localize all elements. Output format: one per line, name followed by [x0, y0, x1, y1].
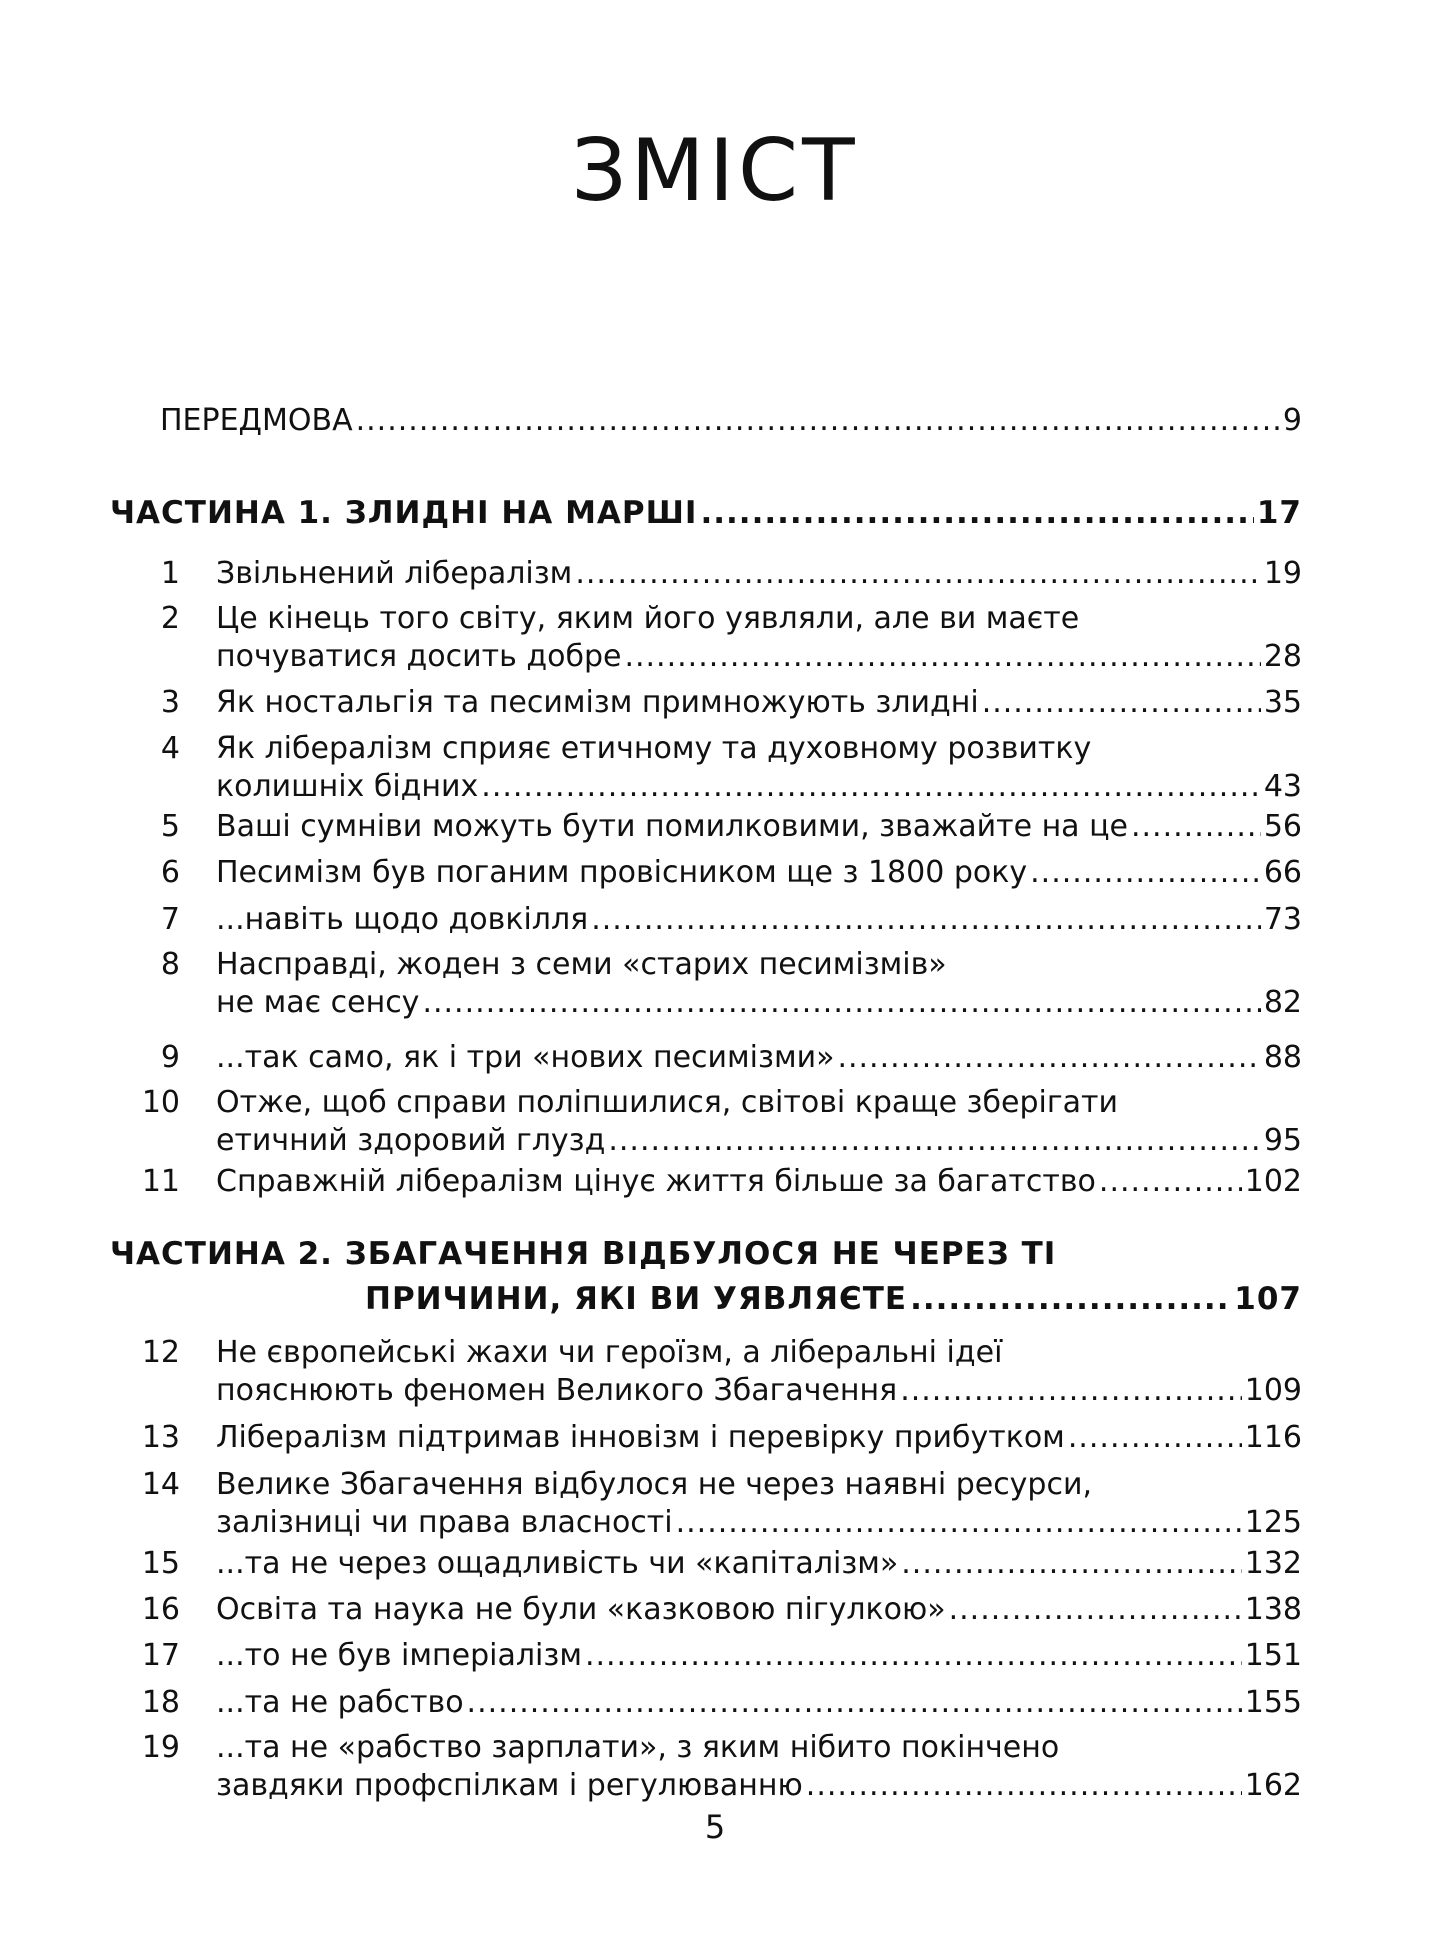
- toc-chapter-7: [216, 901, 1302, 939]
- toc-preface-page: 9: [1282, 403, 1302, 438]
- toc-chapter-2-title: почуватися досить добре: [216, 639, 622, 674]
- chapter-number: 15: [141, 1546, 180, 1581]
- chapter-number: 14: [141, 1467, 180, 1502]
- dot-leader: [591, 901, 1261, 939]
- dot-leader: [1068, 1419, 1242, 1457]
- toc-chapter-14: [216, 1504, 1302, 1542]
- toc-chapter-1: [216, 555, 1302, 593]
- chapter-number: 12: [141, 1335, 180, 1370]
- toc-chapter-11-title: Справжній лібералізм цінує життя більше за багатство: [216, 1164, 1096, 1199]
- dot-leader: [624, 638, 1260, 676]
- toc-chapter-1-title: Звільнений лібералізм: [216, 556, 573, 591]
- toc-chapter-15-title: ...та не через ощадливість чи «капіталізм»: [216, 1546, 899, 1581]
- dot-leader: [356, 402, 1280, 440]
- toc-chapter-8-line: Насправді, жоден з семи «старих песимізмів»: [216, 947, 947, 982]
- dot-leader: [1099, 1163, 1242, 1201]
- chapter-number: 16: [141, 1592, 180, 1627]
- chapter-number: 4: [160, 731, 180, 766]
- toc-chapter-10-page: 95: [1263, 1123, 1302, 1158]
- toc-part-1-title: ЧАСТИНА 1. ЗЛИДНІ НА МАРШІ: [110, 495, 698, 531]
- chapter-number: 2: [160, 601, 180, 636]
- chapter-number: 17: [141, 1638, 180, 1673]
- chapter-number: 9: [160, 1040, 180, 1075]
- toc-chapter-13-title: Лібералізм підтримав інновізм і перевірку прибутком: [216, 1420, 1065, 1455]
- chapter-number: 18: [141, 1685, 180, 1720]
- toc-part-2-title: ПРИЧИНИ, ЯКІ ВИ УЯВЛЯЄТЕ: [365, 1281, 908, 1317]
- toc-chapter-18-page: 155: [1244, 1685, 1302, 1720]
- toc-chapter-4: [216, 768, 1302, 806]
- chapter-number: 13: [141, 1420, 180, 1455]
- toc-chapter-5-title: Ваші сумніви можуть бути помилковими, зважайте на це: [216, 809, 1128, 844]
- toc-preface: [160, 402, 1302, 440]
- toc-chapter-3: [216, 684, 1302, 722]
- chapter-number: 8: [160, 947, 180, 982]
- toc-chapter-16: [216, 1591, 1302, 1629]
- toc-chapter-14-title: залізниці чи права власності: [216, 1505, 673, 1540]
- toc-chapter-6: [216, 854, 1302, 892]
- toc-chapter-6-title: Песимізм був поганим провісником ще з 1800 року: [216, 855, 1028, 890]
- chapter-number: 1: [160, 556, 180, 591]
- toc-chapter-13: [216, 1419, 1302, 1457]
- toc-chapter-12-line: Не європейські жахи чи героїзм, а ліберальні ідеї: [216, 1335, 1003, 1370]
- toc-chapter-8-page: 82: [1263, 985, 1302, 1020]
- dot-leader: [949, 1591, 1242, 1629]
- chapter-number: 6: [160, 855, 180, 890]
- toc-chapter-8: [216, 984, 1302, 1022]
- toc-chapter-10: [216, 1122, 1302, 1160]
- toc-part-2-line: ЧАСТИНА 2. ЗБАГАЧЕННЯ ВІДБУЛОСЯ НЕ ЧЕРЕЗ ТІ: [110, 1236, 1057, 1272]
- toc-chapter-17: [216, 1637, 1302, 1675]
- dot-leader: [900, 1372, 1242, 1410]
- toc-chapter-19-page: 162: [1244, 1768, 1302, 1803]
- toc-chapter-13-page: 116: [1244, 1420, 1302, 1455]
- dot-leader: [575, 555, 1261, 593]
- toc-part-1: [110, 494, 1302, 532]
- chapter-number: 11: [141, 1164, 180, 1199]
- toc-chapter-1-page: 19: [1263, 556, 1302, 591]
- dot-leader: [1030, 854, 1261, 892]
- dot-leader: [676, 1504, 1242, 1542]
- chapter-number: 7: [160, 902, 180, 937]
- toc-chapter-9-page: 88: [1263, 1040, 1302, 1075]
- toc-chapter-9: [216, 1039, 1302, 1077]
- toc-chapter-17-title: ...то не був імперіалізм: [216, 1638, 582, 1673]
- toc-chapter-4-page: 43: [1263, 769, 1302, 804]
- toc-preface-title: ПЕРЕДМОВА: [160, 403, 353, 438]
- dot-leader: [700, 494, 1253, 532]
- page-number: 5: [704, 1808, 726, 1846]
- toc-chapter-12-page: 109: [1244, 1373, 1302, 1408]
- toc-chapter-10-title: етичний здоровий глузд: [216, 1123, 606, 1158]
- toc-chapter-11: [216, 1163, 1302, 1201]
- toc-chapter-4-title: колишніх бідних: [216, 769, 479, 804]
- toc-chapter-12: [216, 1372, 1302, 1410]
- toc-chapter-14-page: 125: [1244, 1505, 1302, 1540]
- dot-leader: [422, 984, 1260, 1022]
- toc-chapter-12-title: пояснюють феномен Великого Збагачення: [216, 1373, 898, 1408]
- toc-part-1-page: 17: [1256, 495, 1302, 531]
- toc-chapter-3-page: 35: [1263, 685, 1302, 720]
- page-title: ЗМІСТ: [571, 121, 859, 221]
- toc-chapter-15-page: 132: [1244, 1546, 1302, 1581]
- toc-chapter-14-line: Велике Збагачення відбулося не через наявні ресурси,: [216, 1467, 1093, 1502]
- dot-leader: [481, 768, 1261, 806]
- toc-chapter-7-page: 73: [1263, 902, 1302, 937]
- toc-chapter-16-page: 138: [1244, 1592, 1302, 1627]
- toc-chapter-8-title: не має сенсу: [216, 985, 420, 1020]
- dot-leader: [467, 1684, 1242, 1722]
- toc-chapter-10-line: Отже, щоб справи поліпшилися, світові краще зберігати: [216, 1085, 1118, 1120]
- toc-chapter-9-title: ...так само, як і три «нових песимізми»: [216, 1040, 835, 1075]
- dot-leader: [982, 684, 1261, 722]
- toc-chapter-18: [216, 1684, 1302, 1722]
- toc-chapter-19: [216, 1767, 1302, 1805]
- toc-chapter-18-title: ...та не рабство: [216, 1685, 464, 1720]
- chapter-number: 5: [160, 809, 180, 844]
- dot-leader: [1131, 808, 1261, 846]
- toc-chapter-5: [216, 808, 1302, 846]
- chapter-number: 10: [141, 1085, 180, 1120]
- dot-leader: [806, 1767, 1242, 1805]
- toc-chapter-4-line: Як лібералізм сприяє етичному та духовному розвитку: [216, 731, 1092, 766]
- toc-chapter-19-line: ...та не «рабство зарплати», з яким нібито покінчено: [216, 1730, 1060, 1765]
- toc-chapter-15: [216, 1545, 1302, 1583]
- dot-leader: [901, 1545, 1241, 1583]
- toc-part-2: [365, 1280, 1302, 1318]
- toc-chapter-3-title: Як ностальгія та песимізм примножують злидні: [216, 685, 979, 720]
- toc-chapter-2-line: Це кінець того світу, яким його уявляли, але ви маєте: [216, 601, 1080, 636]
- toc-chapter-2-page: 28: [1263, 639, 1302, 674]
- dot-leader: [910, 1280, 1231, 1318]
- toc-chapter-11-page: 102: [1244, 1164, 1302, 1199]
- dot-leader: [837, 1039, 1260, 1077]
- dot-leader: [608, 1122, 1260, 1160]
- toc-chapter-6-page: 66: [1263, 855, 1302, 890]
- toc-part-2-page: 107: [1234, 1281, 1302, 1317]
- dot-leader: [585, 1637, 1242, 1675]
- toc-chapter-16-title: Освіта та наука не були «казковою пігулкою»: [216, 1592, 946, 1627]
- toc-chapter-19-title: завдяки профспілкам і регулюванню: [216, 1768, 803, 1803]
- chapter-number: 3: [160, 685, 180, 720]
- toc-chapter-7-title: ...навіть щодо довкілля: [216, 902, 589, 937]
- toc-chapter-17-page: 151: [1244, 1638, 1302, 1673]
- chapter-number: 19: [141, 1730, 180, 1765]
- toc-chapter-5-page: 56: [1263, 809, 1302, 844]
- toc-chapter-2: [216, 638, 1302, 676]
